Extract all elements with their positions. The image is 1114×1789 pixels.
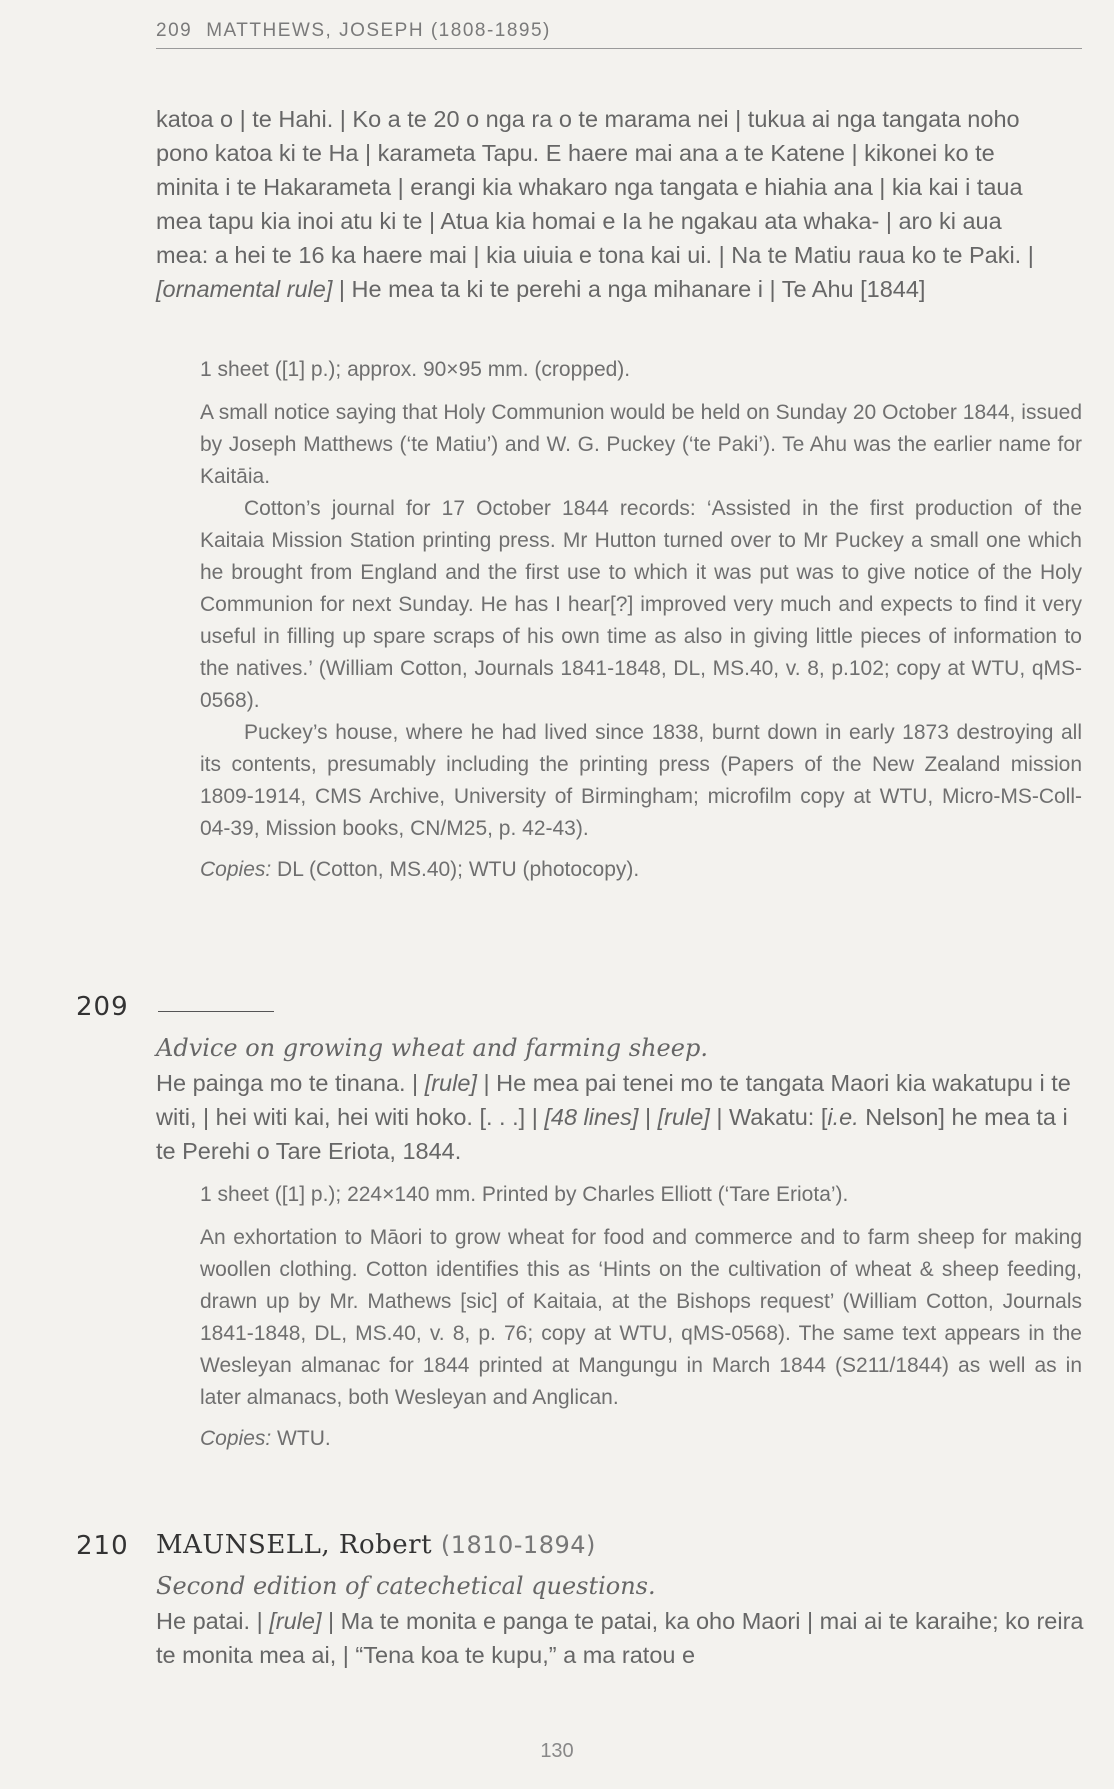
entry-number: 209: [76, 992, 129, 1022]
title-text: | Ma te monita e panga te patai, ka oho Maori | mai ai te karaihe; ko reira te monita mea ai, | “Tena koa te kupu,” a ma ratou e: [156, 1608, 1084, 1668]
author-dates: (1810-1894): [440, 1531, 596, 1559]
entry-description: [200, 355, 1082, 885]
note-paragraph: An exhortation to Māori to grow wheat for food and commerce and to farm sheep for making woollen clothing. Cotton identifies this as ‘Hints on the cultivation of wheat & sheep feeding, drawn up by Mr. Mathews [sic] of Kaitaia, at the Bishops request’ (William Cotton, Journals 1841-1848, DL, MS.40, v. 8, p. 76; copy at WTU, qMS-0568). The same text appears in the Wesleyan almanac for 1844 printed at Mangungu in March 1844 (S211/1844) as well as in later almanacs, both Wesleyan and Anglican.: [200, 1226, 1082, 1409]
copies-line: [200, 1424, 1082, 1454]
entry-title-transcription: [156, 1604, 1086, 1672]
page-number: 130: [540, 1740, 574, 1762]
entry-continuation: [156, 102, 1056, 306]
entry-209-description: [200, 1180, 1082, 1454]
physical-description: 1 sheet ([1] p.); approx. 90×95 mm. (cropped).: [200, 358, 631, 381]
title-text: He patai. |: [156, 1608, 263, 1634]
note-paragraph: Puckey’s house, where he had lived since 1838, burnt down in early 1873 destroying all its contents, presumably including the printing press (Papers of the New Zealand mission 1809-1914, CMS Archive, University of Birmingham; microfilm copy at WTU, Micro-MS-Coll-04-39, Mission books, CN/M25, p. 42-43).: [200, 721, 1082, 840]
entry-210: [156, 1568, 1086, 1672]
title-rule: [rule]: [657, 1104, 710, 1130]
entry-title-transcription: [156, 102, 1056, 306]
running-head-text: MATTHEWS, JOSEPH (1808-1895): [206, 20, 551, 41]
copies-label: Copies:: [200, 1427, 272, 1450]
title-rule: [rule]: [424, 1070, 477, 1096]
copies-value: WTU.: [277, 1427, 331, 1450]
title-text: Nelson] he mea ta i te Perehi o Tare Eriota, 1844.: [156, 1104, 1068, 1164]
running-head-number: 209: [156, 20, 193, 41]
copies-label: Copies:: [200, 858, 272, 881]
copies-value: DL (Cotton, MS.40); WTU (photocopy).: [277, 858, 640, 881]
title-text: He painga mo te tinana. |: [156, 1070, 419, 1096]
entry-title-transcription: [156, 1066, 1086, 1168]
entry-subject: Second edition of catechetical questions.: [156, 1572, 656, 1600]
running-head: [156, 20, 1082, 49]
title-text: | He mea pai tenei mo te tangata Maori kia wakatupu i te witi, | hei witi kai, hei witi hoko. [. . .] |: [156, 1070, 1071, 1130]
title-lines-note: [48 lines]: [544, 1104, 639, 1130]
entry-subject: Advice on growing wheat and farming sheep.: [156, 1034, 708, 1062]
title-text: katoa o | te Hahi. | Ko a te 20 o nga ra o te marama nei | tukua ai nga tangata noho pono katoa ki te Ha | karameta Tapu. E haere mai ana a te Katene | kikonei ko te minita i te Hakarameta | erangi kia whakaro nga tangata e hiahia ana | kia kai i taua mea tapu kia inoi atu ki te | Atua kia homai e Ia he ngakau ata whaka- | aro ki aua mea: a hei te 16 ka haere mai | kia uiuia e tona kai ui. | Na te Matiu raua ko te Paki. |: [156, 106, 1034, 268]
author-name: MAUNSELL, Robert: [156, 1530, 433, 1560]
title-rule: [rule]: [269, 1608, 322, 1634]
repeat-author-rule: [158, 1011, 274, 1012]
title-ie: i.e.: [827, 1104, 859, 1130]
entry-number: 210: [76, 1531, 129, 1561]
entry-209: [156, 1030, 1086, 1168]
physical-description: 1 sheet ([1] p.); 224×140 mm. Printed by Charles Elliott (‘Tare Eriota’).: [200, 1183, 849, 1206]
copies-line: [200, 855, 1082, 885]
title-imprint: | He mea ta ki te perehi a nga mihanare i | Te Ahu [1844]: [338, 276, 926, 302]
title-ornamental-rule: [ornamental rule]: [156, 276, 333, 302]
entry-author: [156, 1530, 596, 1560]
title-text: |: [644, 1104, 652, 1130]
note-paragraph: A small notice saying that Holy Communion would be held on Sunday 20 October 1844, issued by Joseph Matthews (‘te Matiu’) and W. G. Puckey (‘te Paki’). Te Ahu was the earlier name for Kaitāia.: [200, 401, 1082, 488]
title-text: | Wakatu: [: [716, 1104, 828, 1130]
note-paragraph: Cotton’s journal for 17 October 1844 records: ‘Assisted in the first production of the Kaitaia Mission Station printing press. Mr Hutton turned over to Mr Puckey a small one which he brought from England and the first use to which it was put was to give notice of the Holy Communion for next Sunday. He has I hear[?] improved very much and expects to find it very useful in filling up spare scraps of his own time as also in giving little pieces of information to the natives.’ (William Cotton, Journals 1841-1848, DL, MS.40, v. 8, p.102; copy at WTU, qMS-0568).: [200, 497, 1082, 712]
